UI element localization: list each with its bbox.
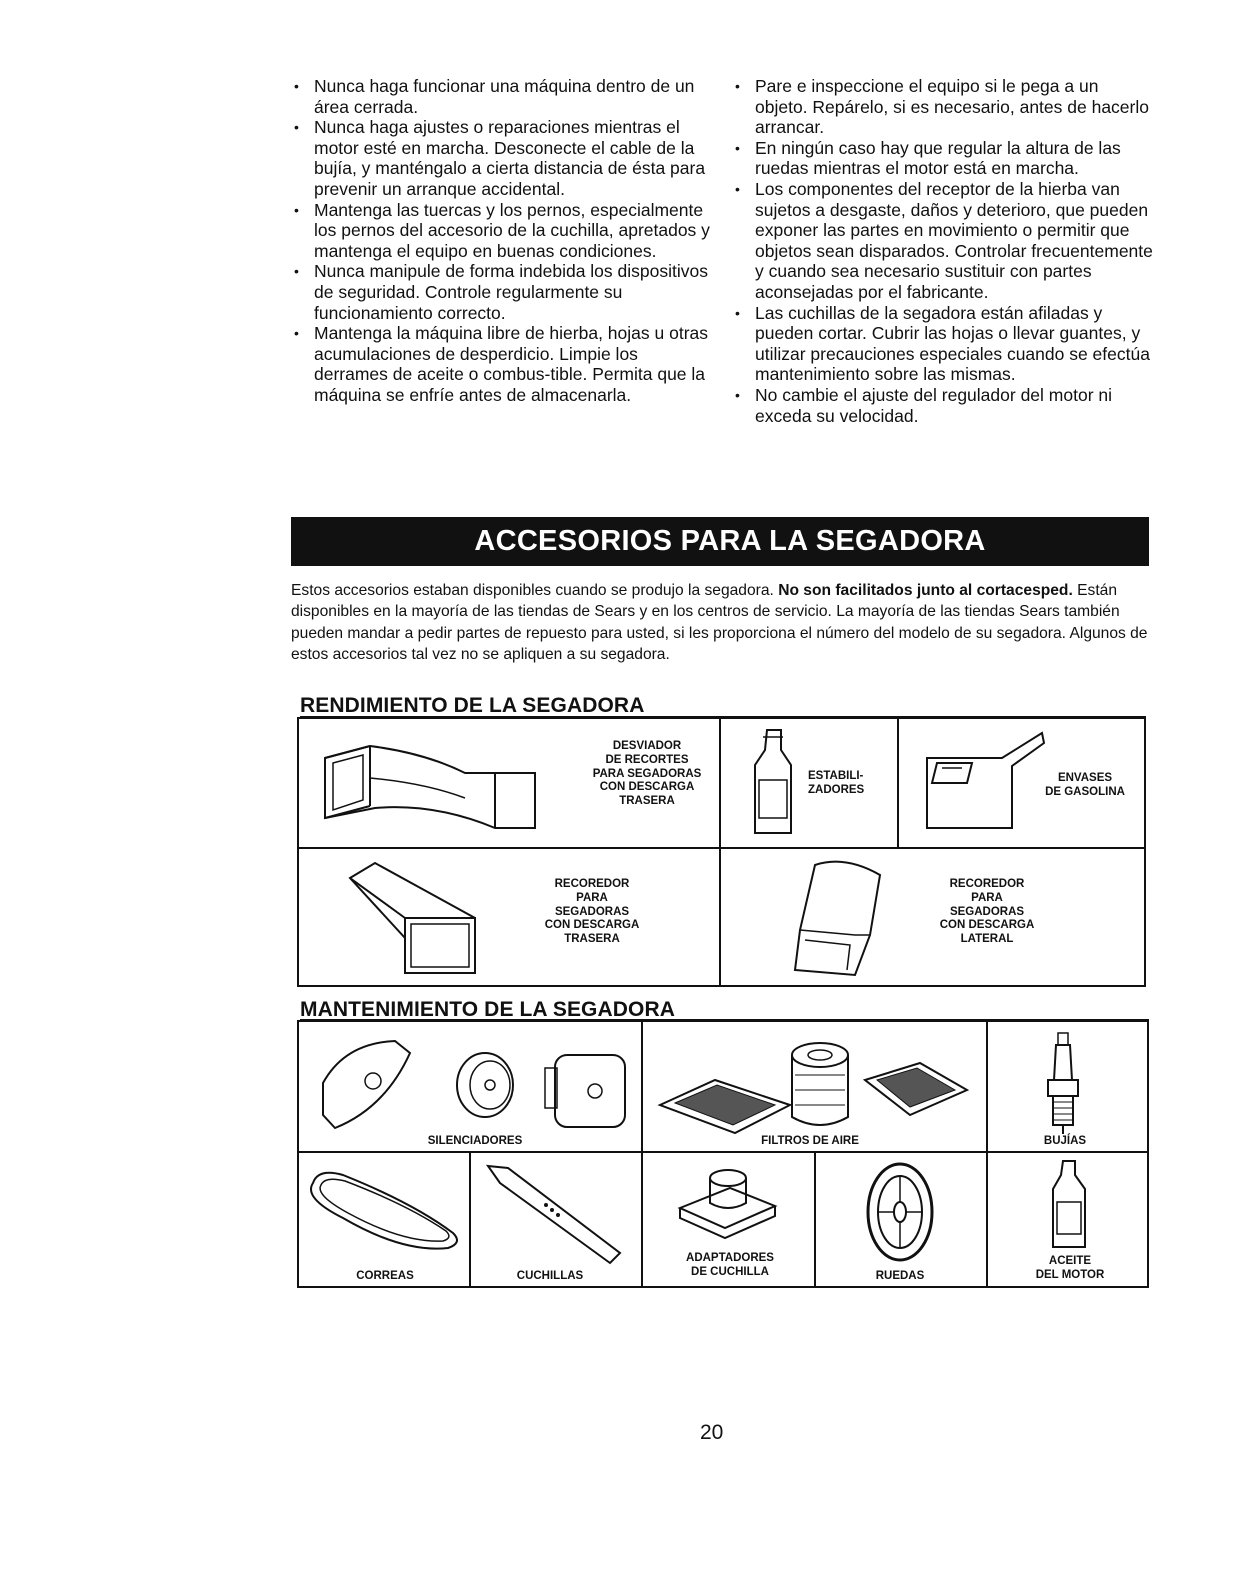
stabilizer-label [808,770,878,798]
banner-title: ACCESORIOS PARA LA SEGADORA [474,525,986,557]
blade-icon [480,1158,630,1268]
label-line: ESTABILI- [808,770,864,782]
label-line: SEGADORAS [949,905,1025,918]
divider [297,847,1146,849]
side-bagger-label [922,878,1052,947]
intro-text-2: Están disponibles en la mayoría de las tiendas de Sears y en los centros de servicio. La mayoría de las tiendas Sears también pueden mandar a pedir partes de repuesto para usted, si les proporciona el número del modelo de su segadora. Algunos de estos accesorios tal vez no se apliquen a su segadora. [291,582,1148,664]
label-line: RECOREDOR [949,878,1025,890]
intro-paragraph [291,580,1153,666]
divider [719,717,721,987]
label-line: DE CUCHILLA [691,1265,769,1278]
label-line: PARA SEGADORAS [592,767,702,780]
list-item: • Nunca manipule de forma indebida los dispositivos de seguridad. Controle regularmente su funcionamiento correcto. [292,261,712,323]
spark-plug-icon [1038,1030,1088,1138]
divider [986,1020,988,1288]
belt-icon [303,1163,465,1263]
intro-bold-text: No son facilitados junto al cortacesped. [778,582,1073,599]
motor-oil-label [1010,1255,1130,1283]
list-item: • Mantenga la máquina libre de hierba, hojas u otras acumulaciones de desperdicio. Limpie los derrames de aceite o combus-tible. Permita que la máquina se enfríe antes de almacenarla. [292,323,712,405]
blade-label: CUCHILLAS [516,1270,584,1282]
list-item: • Pare e inspeccione el equipo si le pega a un objeto. Repárelo, si es necesario, antes de hacerlo arrancar. [733,76,1153,138]
belt-label: CORREAS [356,1270,414,1282]
deflector-label [582,740,712,809]
spark-plug-label: BUJÍAS [1043,1135,1087,1147]
list-item: • En ningún caso hay que regular la altura de las ruedas mientras el motor está en marcha. [733,138,1153,179]
label-line: PARA [576,891,608,904]
muffler-icon [315,1033,635,1133]
label-line: CON DESCARGA [939,919,1035,932]
divider [469,1151,471,1288]
divider [641,1020,643,1288]
intro-text: Estos accesorios estaban disponibles cuando se produjo la segadora. [291,582,779,599]
label-line: ENVASES [1057,772,1113,784]
page-number: 20 [700,1421,724,1444]
label-line: ACEITE [1048,1255,1092,1267]
label-line: DE GASOLINA [1045,785,1125,798]
label-line: DEL MOTOR [1035,1268,1105,1281]
air-filter-icon [655,1035,975,1135]
blade-adapter-icon [670,1158,785,1243]
list-item: • Los componentes del receptor de la hierba van sujetos a desgaste, daños y deterioro, que pueden exponer las partes en movimiento o permitir que objetos sean disparados. Controlar frecuentemente y cuando sea necesario sustituir con partes aconsejadas por el fabricante. [733,179,1153,303]
label-line: PARA [971,891,1003,904]
list-item: • Mantenga las tuercas y los pernos, especialmente los pernos del accesorio de la cuchilla, apretados y mantenga el equipo en buenas condiciones. [292,200,712,262]
rear-bagger-label [527,878,657,947]
section-title-mantenimiento: MANTENIMIENTO DE LA SEGADORA [300,998,675,1021]
stabilizer-bottle-icon [745,725,805,840]
divider [814,1151,816,1288]
muffler-label: SILENCIADORES [427,1135,523,1147]
label-line: ADAPTADORES [686,1252,774,1264]
blade-adapter-label [670,1252,790,1280]
list-item: • Nunca haga ajustes o reparaciones mientras el motor esté en marcha. Desconecte el cable de la bujía, y manténgalo a cierta distancia de ésta para prevenir un arranque accidental. [292,117,712,199]
section-banner [291,517,1149,566]
gas-can-icon [912,728,1047,836]
label-line: ZADORES [808,783,865,796]
label-line: LATERAL [960,933,1014,946]
side-bagger-icon [785,855,895,980]
wheel-icon [860,1160,940,1265]
list-item: • Las cuchillas de la segadora están afiladas y pueden cortar. Cubrir las hojas o llevar guantes, y utilizar precauciones especiales cuando se efectúa mantenimiento sobre las mismas. [733,303,1153,385]
wheel-label: RUEDAS [875,1270,925,1282]
label-line: TRASERA [564,933,620,946]
rear-bagger-icon [345,858,490,978]
list-item: • Nunca haga funcionar una máquina dentro de un área cerrada. [292,76,712,117]
bullet-list-left [292,76,712,406]
section-title-rendimiento: RENDIMIENTO DE LA SEGADORA [300,694,645,717]
label-line: CON DESCARGA [599,781,695,794]
divider [297,1151,1149,1153]
label-line: TRASERA [619,795,675,808]
bullet-list-right [733,76,1153,426]
divider [897,717,899,848]
label-line: SEGADORAS [554,905,630,918]
deflector-icon [315,728,550,833]
gas-can-label [1035,772,1135,800]
label-line: DE RECORTES [605,753,689,766]
label-line: DESVIADOR [612,740,682,752]
label-line: RECOREDOR [554,878,630,890]
label-line: CON DESCARGA [544,919,640,932]
list-item: • No cambie el ajuste del regulador del motor ni exceda su velocidad. [733,385,1153,426]
air-filter-label: FILTROS DE AIRE [761,1135,859,1147]
motor-oil-icon [1045,1157,1095,1252]
